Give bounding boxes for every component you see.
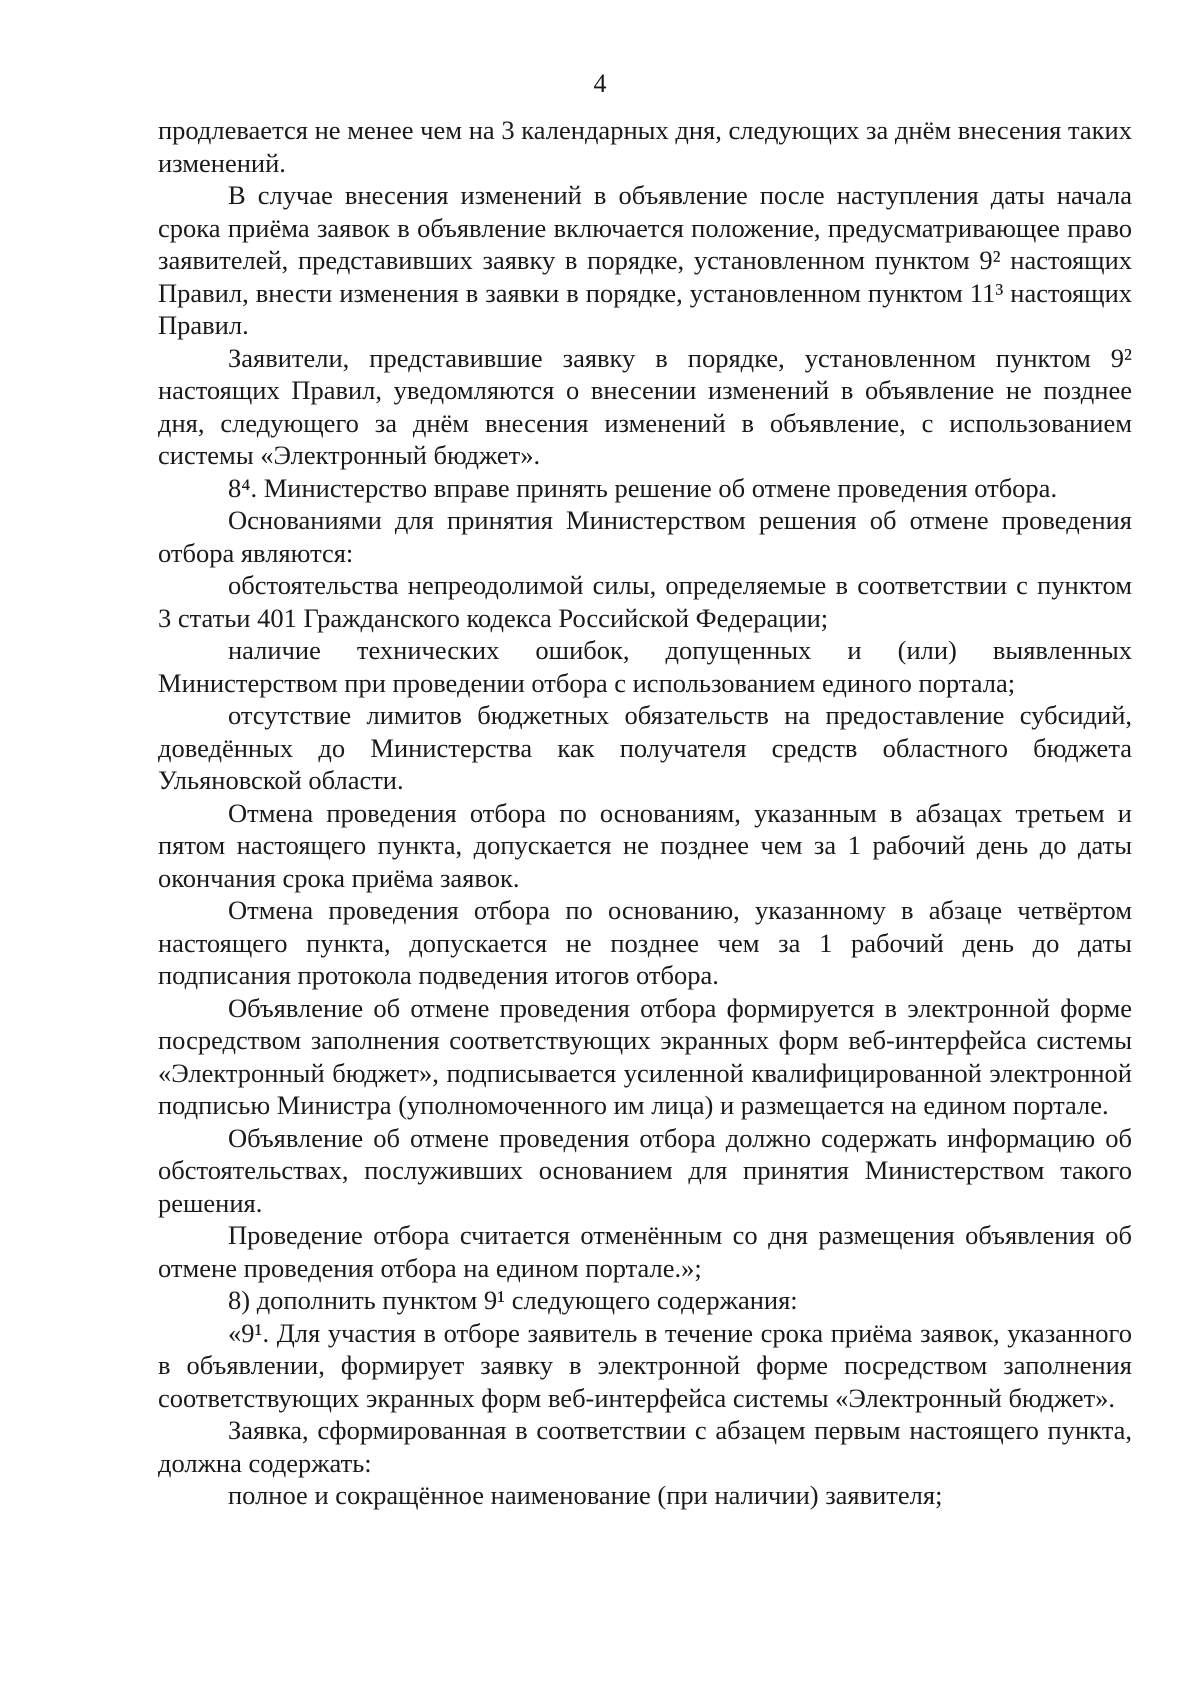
paragraph-10: Отмена проведения отбора по основанию, указанному в абзаце четвёртом настоящего пункта, допускается не позднее чем за 1 рабочий день до даты подписания протокола подведения итогов отбора. [158,895,1132,990]
paragraph-17: полное и сокращённое наименование (при наличии) заявителя; [228,1480,943,1510]
paragraph-3: Заявители, представившие заявку в порядке, установленном пунктом 9² настоящих Правил, уведомляются о внесении изменений в объявление не позднее дня, следующего за днём внесения изменений в объявление, с использованием системы «Электронный бюджет». [158,342,1132,470]
paragraph-5: Основаниями для принятия Министерством решения об отмене проведения отбора являются: [158,505,1132,568]
paragraph-1: продлевается не менее чем на 3 календарных дня, следующих за днём внесения таких изменений. [158,115,1132,178]
paragraph-14: 8) дополнить пунктом 9¹ следующего содержания: [228,1285,798,1315]
paragraph-11: Объявление об отмене проведения отбора формируется в электронной форме посредством заполнения соответствующих экранных форм веб-интерфейса системы «Электронный бюджет», подписывается усиленной квалифицированной электронной подписью Министра (уполномоченного им лица) и размещается на едином портале. [158,992,1132,1120]
paragraph-9: Отмена проведения отбора по основаниям, указанным в абзацах третьем и пятом настоящего пункта, допускается не позднее чем за 1 рабочий день до даты окончания срока приёма заявок. [158,797,1132,893]
paragraph-12: Объявление об отмене проведения отбора должно содержать информацию об обстоятельствах, послуживших основанием для принятия Министерством такого решения. [158,1122,1132,1218]
paragraph-6: обстоятельства непреодолимой силы, определяемые в соответствии с пунктом 3 статьи 401 Гражданского кодекса Российской Федерации; [158,570,1132,633]
paragraph-16: Заявка, сформированная в соответствии с абзацем первым настоящего пункта, должна содержать: [158,1415,1132,1478]
paragraph-13: Проведение отбора считается отменённым со дня размещения объявления об отмене проведения отбора на едином портале.»; [158,1220,1132,1283]
paragraph-7: наличие технических ошибок, допущенных и (или) выявленных Министерством при проведении отбора с использованием единого портала; [158,635,1132,698]
document-body [158,114,1132,1512]
paragraph-8: отсутствие лимитов бюджетных обязательств на предоставление субсидий, доведённых до Министерства как получателя средств областного бюджета Ульяновской области. [158,700,1132,795]
paragraph-4: 8⁴. Министерство вправе принять решение об отмене проведения отбора. [228,472,1058,503]
paragraph-15: «9¹. Для участия в отборе заявитель в течение срока приёма заявок, указанного в объявлении, формирует заявку в электронной форме посредством заполнения соответствующих экранных форм веб-интерфейса системы «Электронный бюджет». [158,1317,1132,1413]
paragraph-2: В случае внесения изменений в объявление после наступления даты начала срока приёма заявок в объявление включается положение, предусматривающее право заявителей, представивших заявку в порядке, установленном пунктом 9² настоящих Правил, внести изменения в заявки в порядке, установленном пунктом 11³ настоящих Правил. [158,180,1132,340]
page-number: 4 [593,69,607,98]
